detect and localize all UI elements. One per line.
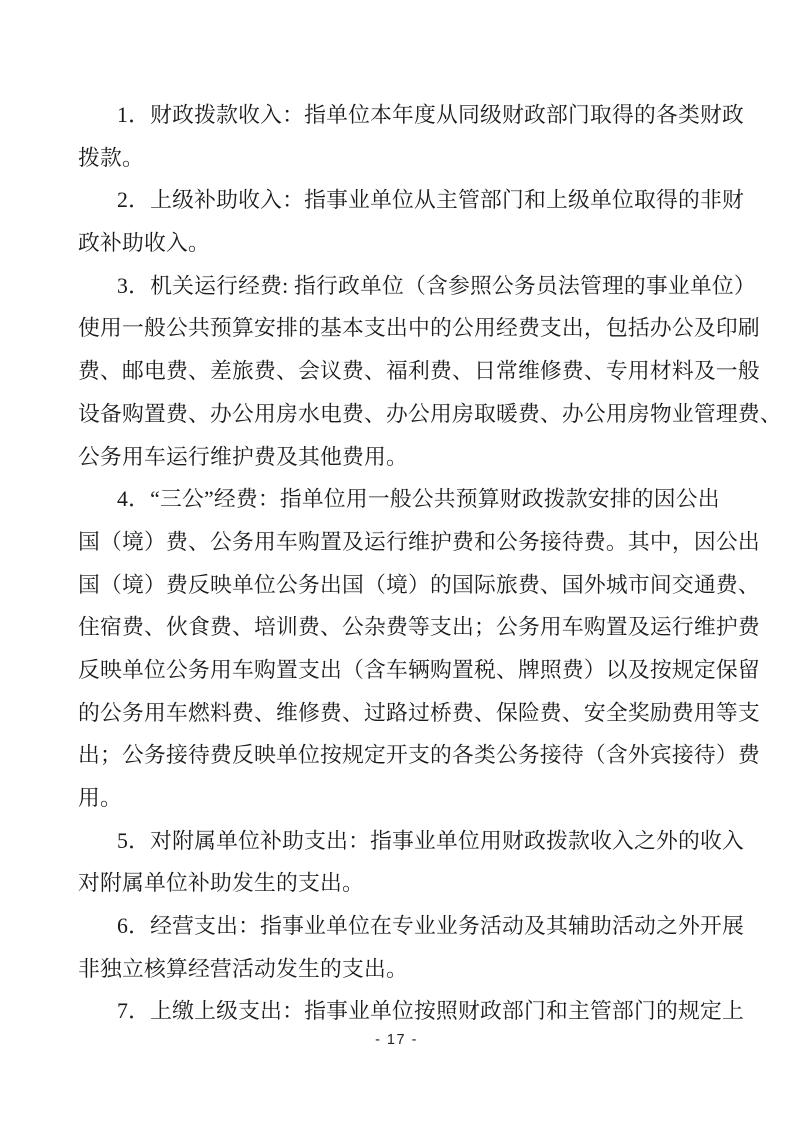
text-line: 公务用车运行维护费及其他费用。 bbox=[78, 444, 408, 469]
paragraph bbox=[78, 265, 782, 478]
paragraph bbox=[78, 94, 768, 179]
paragraph bbox=[78, 990, 768, 1033]
paragraph-first-line: 4．“三公”经费：指单位用一般公共预算财政拨款安排的因公出 bbox=[117, 487, 720, 512]
paragraph bbox=[78, 820, 768, 905]
paragraph-first-line: 6．经营支出：指事业单位在专业业务活动及其辅助活动之外开展 bbox=[117, 914, 745, 939]
text-line: 设备购置费、办公用房水电费、办公用房取暖费、办公用房物业管理费、 bbox=[78, 401, 782, 426]
paragraph bbox=[78, 478, 768, 820]
paragraph-first-line: 3．机关运行经费: 指行政单位（含参照公务员法管理的事业单位） bbox=[117, 273, 756, 298]
paragraph-first-line: 5．对附属单位补助支出：指事业单位用财政拨款收入之外的收入 bbox=[117, 828, 745, 853]
text-line: 国（境）费、公务用车购置及运行维护费和公务接待费。其中，因公出 bbox=[78, 529, 760, 554]
text-line: 对附属单位补助发生的支出。 bbox=[78, 871, 364, 896]
text-line: 出；公务接待费反映单位按规定开支的各类公务接待（含外宾接待）费 bbox=[78, 743, 760, 768]
text-line: 非独立核算经营活动发生的支出。 bbox=[78, 956, 408, 981]
text-line: 费、邮电费、差旅费、会议费、福利费、日常维修费、专用材料及一般 bbox=[78, 359, 760, 384]
text-line: 反映单位公务用车购置支出（含车辆购置税、牌照费）以及按规定保留 bbox=[78, 657, 760, 682]
document-body bbox=[78, 94, 782, 1033]
text-line: 的公务用车燃料费、维修费、过路过桥费、保险费、安全奖励费用等支 bbox=[78, 700, 760, 725]
paragraph bbox=[78, 179, 768, 264]
paragraph-first-line: 7．上缴上级支出：指事业单位按照财政部门和主管部门的规定上 bbox=[117, 999, 745, 1024]
text-line: 使用一般公共预算安排的基本支出中的公用经费支出，包括办公及印刷 bbox=[78, 316, 760, 341]
paragraph bbox=[78, 905, 768, 990]
text-line: 政补助收入。 bbox=[78, 231, 210, 256]
text-line: 拨款。 bbox=[78, 145, 144, 170]
text-line: 国（境）费反映单位公务出国（境）的国际旅费、国外城市间交通费、 bbox=[78, 572, 760, 597]
paragraph-first-line: 1．财政拨款收入：指单位本年度从同级财政部门取得的各类财政 bbox=[117, 103, 745, 127]
text-line: 用。 bbox=[78, 786, 122, 810]
paragraph-first-line: 2．上级补助收入：指事业单位从主管部门和上级单位取得的非财 bbox=[117, 188, 745, 213]
page-number: - 17 - bbox=[375, 1032, 418, 1048]
text-line: 住宿费、伙食费、培训费、公杂费等支出；公务用车购置及运行维护费 bbox=[78, 615, 760, 640]
